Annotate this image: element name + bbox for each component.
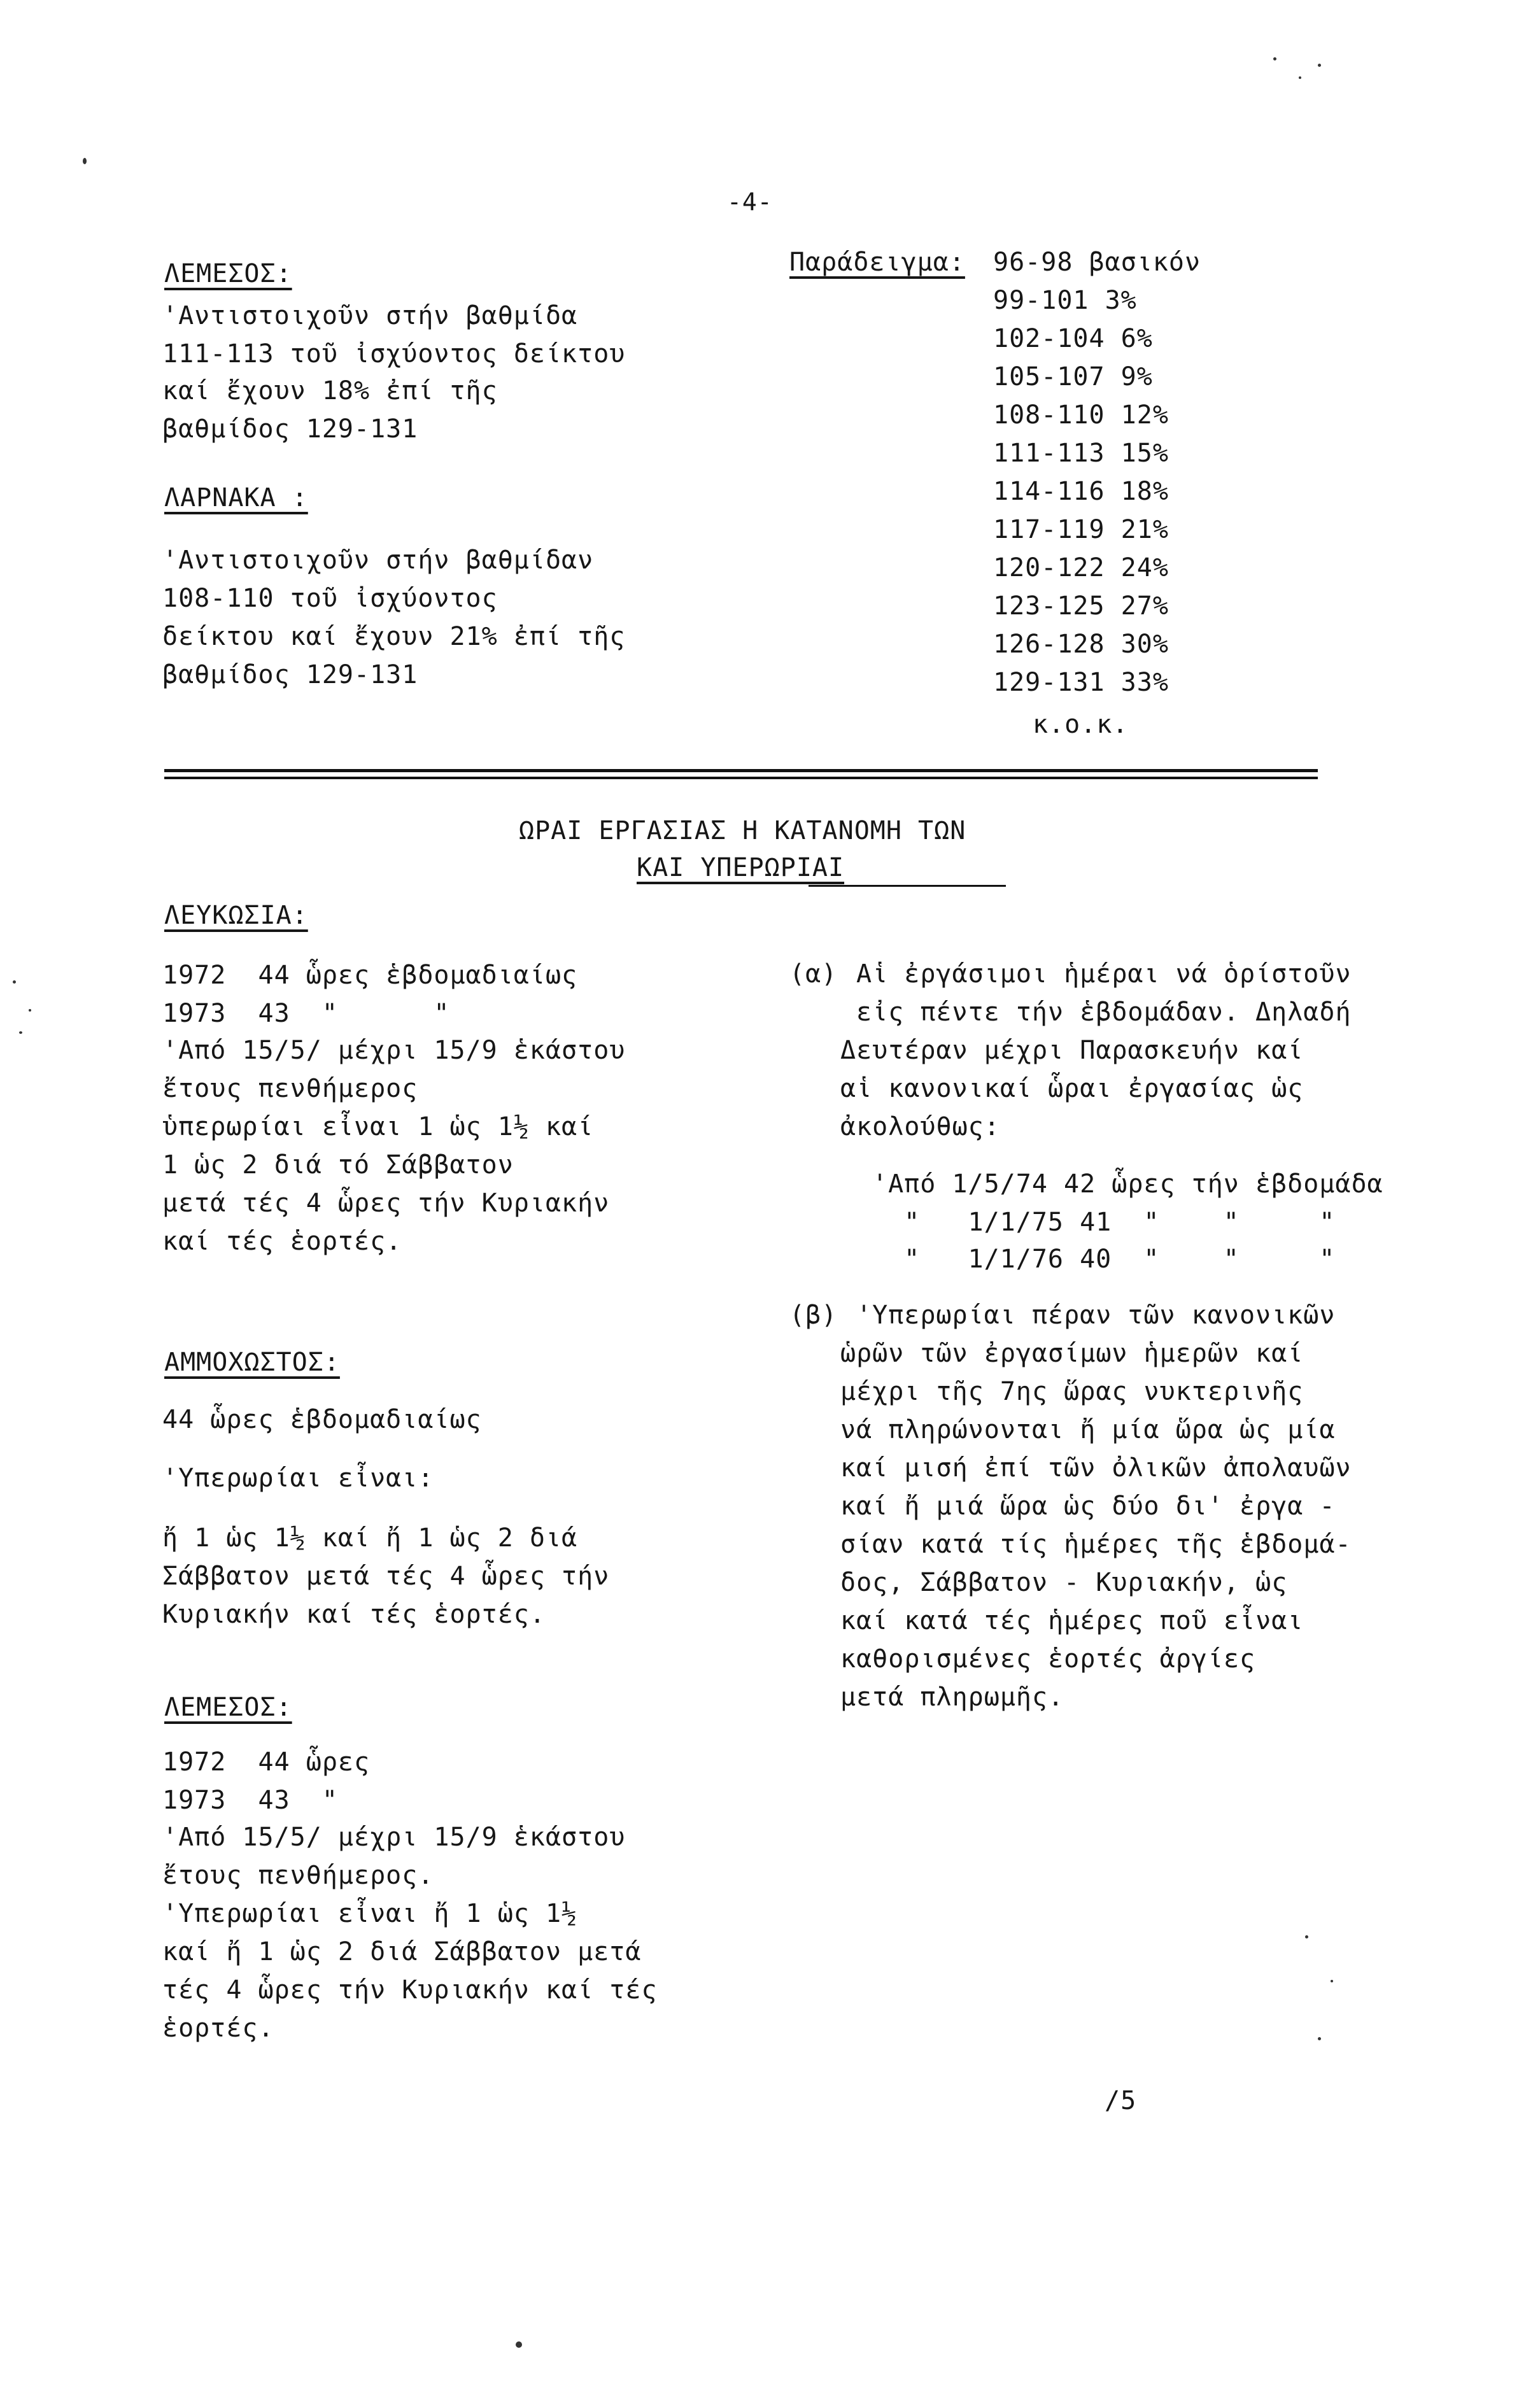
lemesos2-line: τές 4 ὧρες τήν Κυριακήν καί τές — [162, 1975, 658, 2005]
lefkosia-line: ὑπερωρίαι εἶναι 1 ὡς 1½ καί — [162, 1112, 594, 1141]
example-row: 129-131 33% — [993, 668, 1169, 697]
beta-line: νά πληρώνονται ἤ μία ὥρα ὡς μία — [840, 1415, 1336, 1444]
alpha-line: Αἱ ἐργάσιμοι ἡμέραι νά ὁρίστοῦν — [856, 959, 1352, 989]
section-divider — [164, 777, 1318, 779]
scan-speck — [1318, 2037, 1321, 2040]
larnaka-line: δείκτου καί ἔχουν 21% ἐπί τῆς — [162, 622, 626, 651]
alpha-schedule: " 1/1/76 40 " " " — [872, 1245, 1336, 1274]
scan-speck — [1299, 76, 1301, 79]
beta-line: καθορισμένες ἑορτές ἀργίες — [840, 1644, 1256, 1674]
scan-speck — [29, 1009, 31, 1012]
alpha-line: Δευτέραν μέχρι Παρασκευήν καί — [840, 1036, 1304, 1065]
example-row: 120-122 24% — [993, 553, 1169, 582]
example-row: 99-101 3% — [993, 286, 1137, 315]
lefkosia-line: μετά τές 4 ὧρες τήν Κυριακήν — [162, 1189, 610, 1218]
lemesos-line: βαθμίδος 129-131 — [162, 414, 418, 444]
lefkosia-line: 'Από 15/5/ μέχρι 15/9 ἑκάστου — [162, 1036, 626, 1065]
scan-speck — [1305, 1935, 1308, 1938]
lemesos2-line: 1973 43 " — [162, 1786, 338, 1815]
beta-line: σίαν κατά τίς ἡμέρες τῆς ἑβδομά- — [840, 1530, 1352, 1559]
lefkosia-line: ἔτους πενθήμερος — [162, 1074, 418, 1103]
example-row: 108-110 12% — [993, 400, 1169, 430]
alpha-schedule: 'Από 1/5/74 42 ὧρες τήν ἑβδομάδα — [872, 1169, 1383, 1199]
beta-line: καί κατά τές ἡμέρες ποῦ εἶναι — [840, 1606, 1304, 1635]
example-row: 96-98 βασικόν — [993, 248, 1201, 277]
lemesos2-line: 1972 44 ὧρες — [162, 1747, 371, 1777]
ammochostos-line: 44 ὧρες ἑβδομαδιαίως — [162, 1405, 482, 1434]
ammochostos-line: ἤ 1 ὡς 1½ καί ἤ 1 ὡς 2 διά — [162, 1523, 578, 1553]
scan-speck — [83, 158, 87, 164]
larnaka-line: βαθμίδος 129-131 — [162, 660, 418, 689]
scan-speck — [1273, 57, 1276, 60]
beta-line: ὡρῶν τῶν ἐργασίμων ἡμερῶν καί — [840, 1339, 1304, 1368]
alpha-line: ἀκολούθως: — [840, 1112, 1000, 1141]
ammochostos-line: Σάββατον μετά τές 4 ὧρες τήν — [162, 1562, 610, 1591]
lemesos-line: καί ἔχουν 18% ἐπί τῆς — [162, 376, 498, 406]
alpha-line: εἰς πέντε τήν ἑβδομάδαν. Δηλαδή — [856, 998, 1352, 1027]
lefkosia-line: καί τές ἑορτές. — [162, 1227, 402, 1256]
larnaka-heading: ΛΑΡΝΑΚΑ : — [164, 483, 308, 512]
alpha-line: αἱ κανονικαί ὧραι ἐργασίας ὡς — [840, 1074, 1304, 1103]
example-footer: κ.ο.κ. — [1033, 710, 1129, 739]
scan-speck — [13, 980, 16, 984]
lefkosia-line: 1972 44 ὧρες ἑβδομαδιαίως — [162, 961, 578, 990]
lemesos-heading: ΛΕΜΕΣΟΣ: — [164, 259, 292, 288]
alpha-schedule: " 1/1/75 41 " " " — [872, 1208, 1336, 1237]
example-label: Παράδειγμα: — [789, 248, 965, 277]
ammochostos-line: 'Υπερωρίαι εἶναι: — [162, 1464, 434, 1493]
beta-line: δος, Σάββατον - Κυριακήν, ὡς — [840, 1568, 1288, 1597]
example-row: 105-107 9% — [993, 362, 1153, 392]
lemesos-line: 111-113 τοῦ ἰσχύοντος δείκτου — [162, 339, 626, 369]
beta-line: μέχρι τῆς 7ης ὥρας νυκτερινῆς — [840, 1377, 1304, 1406]
lemesos2-line: 'Από 15/5/ μέχρι 15/9 ἑκάστου — [162, 1823, 626, 1852]
larnaka-line: 108-110 τοῦ ἰσχύοντος — [162, 584, 498, 613]
example-row: 117-119 21% — [993, 515, 1169, 544]
beta-line: καί ἤ μιά ὥρα ὡς δύο δι' ἐργα - — [840, 1492, 1336, 1521]
section-title-line1: ΩΡΑΙ ΕΡΓΑΣΙΑΣ Η ΚΑΤΑΝΟΜΗ ΤΩΝ — [519, 816, 966, 845]
lefkosia-line: 1 ὡς 2 διά τό Σάββατον — [162, 1150, 514, 1180]
example-row: 111-113 15% — [993, 439, 1169, 468]
scan-speck — [19, 1031, 22, 1034]
title-underline — [809, 885, 1006, 887]
scan-speck — [516, 2341, 522, 2348]
beta-line: 'Υπερωρίαι πέραν τῶν κανονικῶν — [856, 1301, 1336, 1330]
lemesos2-line: ἑορτές. — [162, 2014, 274, 2043]
lefkosia-heading: ΛΕΥΚΩΣΙΑ: — [164, 901, 308, 930]
beta-line: μετά πληρωμῆς. — [840, 1683, 1064, 1712]
page-number: -4- — [727, 188, 773, 216]
example-row: 114-116 18% — [993, 477, 1169, 506]
section-title-line2: ΚΑΙ ΥΠΕΡΩΡΙΑΙ — [637, 853, 845, 882]
example-row: 126-128 30% — [993, 630, 1169, 659]
example-row: 123-125 27% — [993, 591, 1169, 621]
lefkosia-line: 1973 43 " " — [162, 999, 450, 1028]
larnaka-line: 'Αντιστοιχοῦν στήν βαθμίδαν — [162, 546, 594, 575]
ammochostos-heading: ΑΜΜΟΧΩΣΤΟΣ: — [164, 1348, 340, 1377]
scan-speck — [1318, 64, 1321, 67]
ammochostos-line: Κυριακήν καί τές ἑορτές. — [162, 1600, 546, 1629]
section-divider — [164, 769, 1318, 772]
lemesos-line: 'Αντιστοιχοῦν στήν βαθμίδα — [162, 301, 578, 330]
scan-speck — [1331, 1980, 1333, 1982]
beta-marker: (β) — [789, 1301, 838, 1330]
example-row: 102-104 6% — [993, 324, 1153, 353]
next-page-marker: /5 — [1105, 2086, 1137, 2115]
beta-line: καί μισή ἐπί τῶν ὀλικῶν ἀπολαυῶν — [840, 1453, 1352, 1483]
lemesos2-line: 'Υπερωρίαι εἶναι ἤ 1 ὡς 1½ — [162, 1899, 578, 1928]
alpha-marker: (α) — [789, 959, 838, 989]
lemesos2-heading: ΛΕΜΕΣΟΣ: — [164, 1693, 292, 1722]
lemesos2-line: καί ἤ 1 ὡς 2 διά Σάββατον μετά — [162, 1937, 642, 1966]
lemesos2-line: ἔτους πενθήμερος. — [162, 1861, 434, 1890]
